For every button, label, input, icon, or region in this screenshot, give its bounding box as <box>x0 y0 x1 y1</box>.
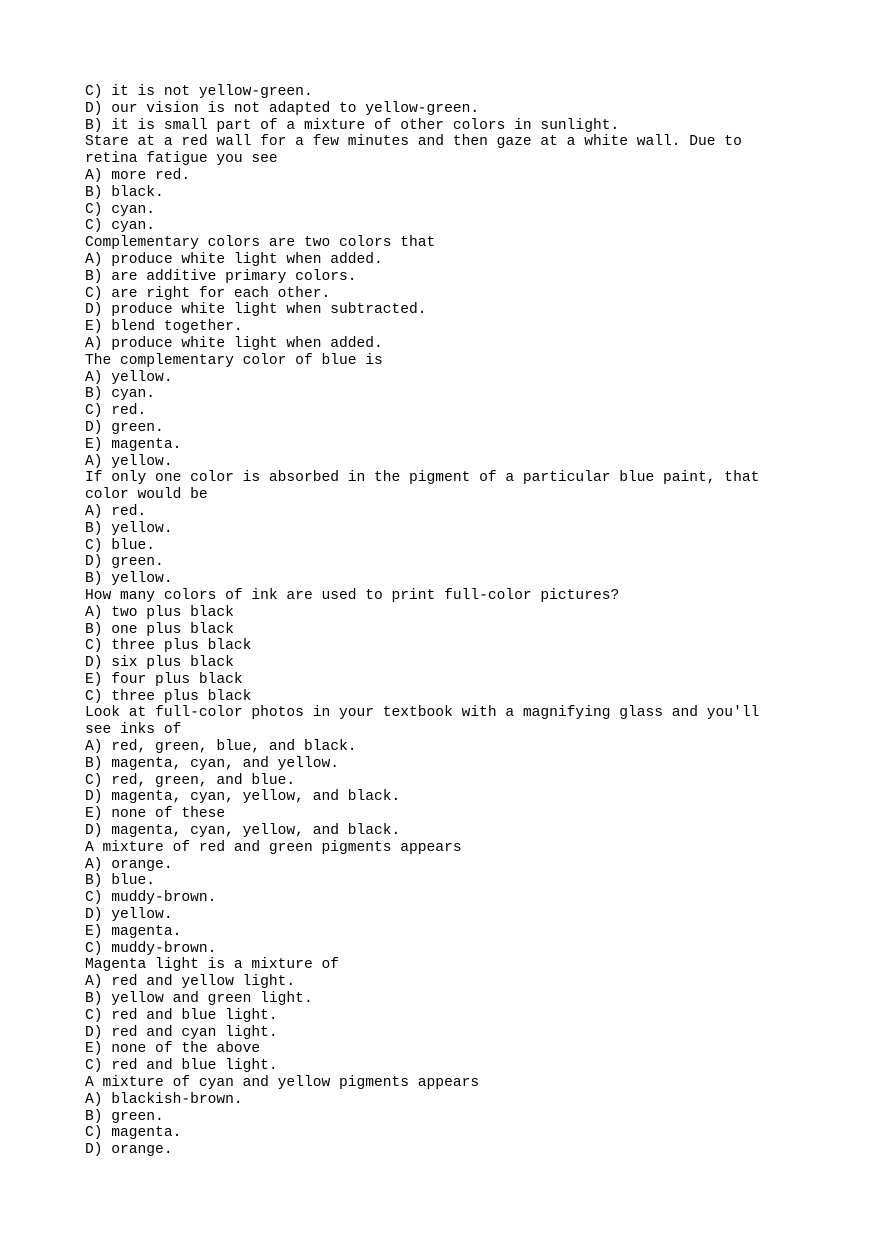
answer-option: A) red. <box>85 503 147 520</box>
question-text: If only one color is absorbed in the pigment of a particular blue paint, that <box>85 470 760 487</box>
correct-answer: A) produce white light when added. <box>85 335 383 352</box>
question-text: color would be <box>85 487 208 504</box>
answer-option: A) orange. <box>85 856 173 873</box>
document-page <box>85 84 865 1159</box>
answer-option: D) orange. <box>85 1142 173 1159</box>
question-text: How many colors of ink are used to print full-color pictures? <box>85 587 620 604</box>
correct-answer: C) muddy-brown. <box>85 940 217 957</box>
answer-option: D) red and cyan light. <box>85 1024 278 1041</box>
correct-answer: B) yellow. <box>85 571 173 588</box>
correct-answer: C) red and blue light. <box>85 1058 278 1075</box>
answer-option: B) yellow. <box>85 520 173 537</box>
answer-option: B) yellow and green light. <box>85 991 313 1008</box>
answer-option: A) more red. <box>85 167 191 184</box>
answer-option: D) green. <box>85 554 164 571</box>
answer-option: D) yellow. <box>85 907 173 924</box>
correct-answer: A) yellow. <box>85 453 173 470</box>
answer-option: A) yellow. <box>85 369 173 386</box>
question-text: Complementary colors are two colors that <box>85 235 436 252</box>
answer-option: A) red and yellow light. <box>85 974 296 991</box>
answer-option: A) red, green, blue, and black. <box>85 739 357 756</box>
answer-option: B) black. <box>85 184 164 201</box>
answer-option: E) none of these <box>85 806 226 823</box>
answer-option: C) blue. <box>85 537 156 554</box>
answer-option: B) are additive primary colors. <box>85 268 357 285</box>
answer-option: B) blue. <box>85 873 156 890</box>
answer-option: D) magenta, cyan, yellow, and black. <box>85 789 401 806</box>
question-text: Look at full-color photos in your textbook with a magnifying glass and you'll <box>85 705 760 722</box>
answer-option: E) magenta. <box>85 436 182 453</box>
correct-answer: C) three plus black <box>85 688 252 705</box>
answer-option: E) none of the above <box>85 1041 261 1058</box>
correct-answer: D) magenta, cyan, yellow, and black. <box>85 823 401 840</box>
answer-option: D) produce white light when subtracted. <box>85 302 427 319</box>
answer-option: C) red and blue light. <box>85 1007 278 1024</box>
answer-option: E) four plus black <box>85 671 243 688</box>
question-text: A mixture of cyan and yellow pigments appears <box>85 1075 480 1092</box>
answer-option: C) muddy-brown. <box>85 890 217 907</box>
answer-option: B) cyan. <box>85 386 156 403</box>
answer-option: E) magenta. <box>85 923 182 940</box>
answer-option: E) blend together. <box>85 319 243 336</box>
answer-option: A) two plus black <box>85 604 234 621</box>
question-text: Stare at a red wall for a few minutes and then gaze at a white wall. Due to <box>85 134 742 151</box>
answer-option: C) magenta. <box>85 1125 182 1142</box>
answer-option: C) three plus black <box>85 638 252 655</box>
answer-option: C) cyan. <box>85 201 156 218</box>
question-text: Magenta light is a mixture of <box>85 957 339 974</box>
text-line: B) it is small part of a mixture of other colors in sunlight. <box>85 117 620 134</box>
answer-option: C) red, green, and blue. <box>85 772 296 789</box>
answer-option: C) red. <box>85 403 147 420</box>
answer-option: B) magenta, cyan, and yellow. <box>85 755 339 772</box>
answer-option: C) are right for each other. <box>85 285 331 302</box>
question-text: The complementary color of blue is <box>85 352 383 369</box>
answer-option: A) produce white light when added. <box>85 251 383 268</box>
answer-option: A) blackish-brown. <box>85 1091 243 1108</box>
correct-answer: C) cyan. <box>85 218 156 235</box>
answer-option: B) green. <box>85 1108 164 1125</box>
question-text: retina fatigue you see <box>85 151 278 168</box>
text-line: D) our vision is not adapted to yellow-green. <box>85 100 480 117</box>
text-line: C) it is not yellow-green. <box>85 84 313 100</box>
question-text: see inks of <box>85 722 182 739</box>
answer-option: D) green. <box>85 419 164 436</box>
answer-option: D) six plus black <box>85 655 234 672</box>
answer-option: B) one plus black <box>85 621 234 638</box>
question-text: A mixture of red and green pigments appears <box>85 839 462 856</box>
